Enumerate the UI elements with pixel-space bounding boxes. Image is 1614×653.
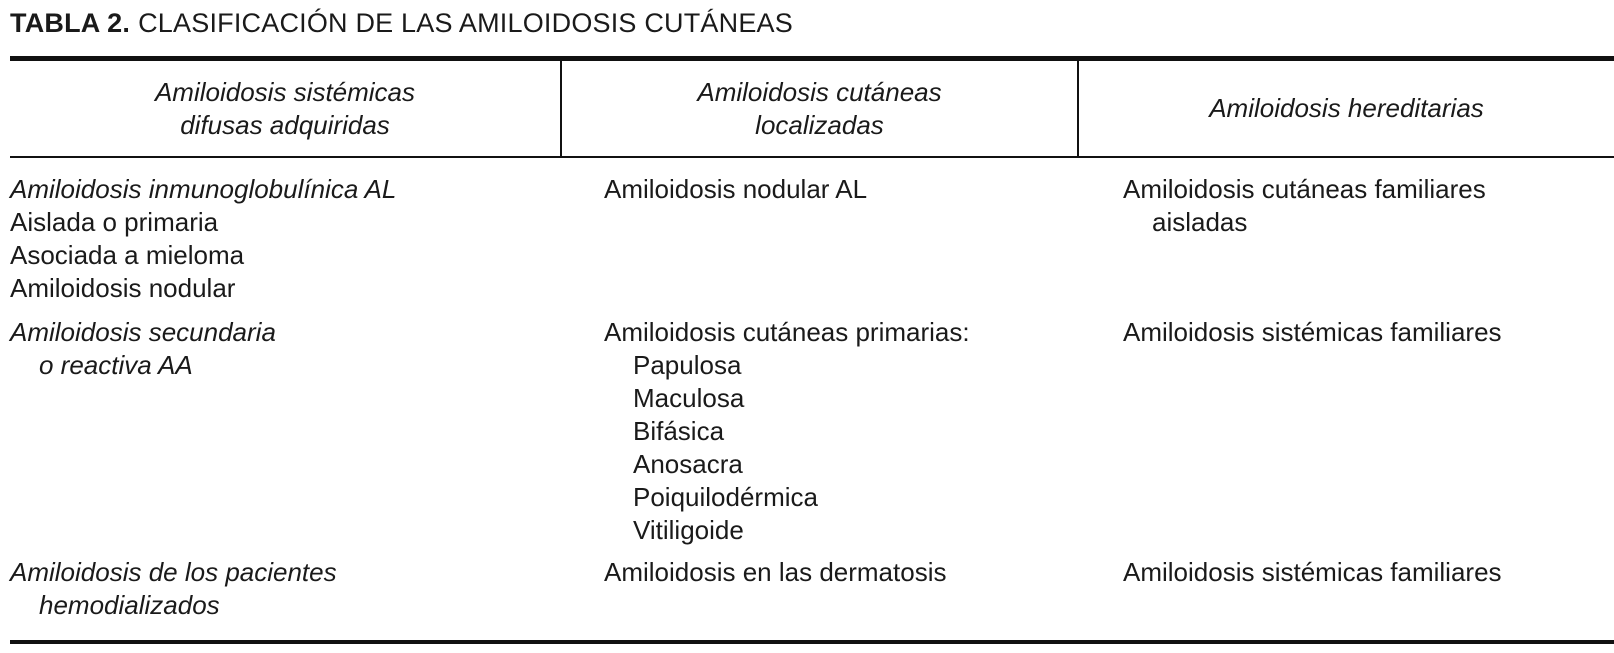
cell-line: Vitiligoide: [633, 515, 744, 545]
cell-line: Amiloidosis nodular AL: [604, 174, 868, 204]
cell-line: Amiloidosis nodular: [10, 273, 236, 303]
table-cell-row2-col3: [1123, 316, 1502, 349]
cell-line: Amiloidosis de los pacientes: [10, 557, 337, 587]
header-systemic-acquired: [10, 61, 560, 156]
table-cell-row2-col2: [604, 316, 970, 547]
cell-line: Amiloidosis cutáneas familiares: [1123, 174, 1486, 204]
cell-line: Amiloidosis sistémicas familiares: [1123, 557, 1502, 587]
header-line: Amiloidosis sistémicas: [154, 76, 416, 107]
cell-line: Bifásica: [633, 416, 725, 446]
cell-line: Aislada o primaria: [10, 207, 219, 237]
header-line: localizadas: [755, 109, 884, 140]
header-hereditary: [1079, 61, 1614, 156]
header-line: Amiloidosis cutáneas: [697, 76, 942, 107]
table-cell-row1-col1: [10, 173, 396, 305]
cell-line: aisladas: [1152, 207, 1248, 237]
cell-line: Amiloidosis en las dermatosis: [604, 557, 947, 587]
cell-line: Poiquilodérmica: [633, 482, 818, 512]
cell-line: hemodializados: [39, 590, 220, 620]
table-cell-row3-col3: [1123, 556, 1502, 589]
cell-line: o reactiva AA: [39, 350, 193, 380]
cell-line: Papulosa: [633, 350, 742, 380]
header-line: difusas adquiridas: [180, 109, 390, 140]
table-cell-row2-col1: [10, 316, 276, 382]
table-cell-row1-col2: [604, 173, 867, 206]
header-bottom-rule: [10, 156, 1614, 158]
cell-line: Amiloidosis secundaria: [10, 317, 276, 347]
cell-line: Amiloidosis sistémicas familiares: [1123, 317, 1502, 347]
table-cell-row3-col1: [10, 556, 337, 622]
cell-line: Amiloidosis inmunoglobulínica AL: [10, 174, 397, 204]
cell-line: Asociada a mieloma: [10, 240, 245, 270]
header-cutaneous-localized: [562, 61, 1077, 156]
table-number: TABLA 2.: [10, 8, 131, 38]
cell-line: Amiloidosis cutáneas primarias:: [604, 317, 970, 347]
table-cell-row1-col3: [1123, 173, 1486, 239]
bottom-rule: [10, 640, 1614, 644]
cell-line: Maculosa: [633, 383, 745, 413]
table-cell-row3-col2: [604, 556, 946, 589]
header-line: Amiloidosis hereditarias: [1209, 93, 1484, 123]
cell-line: Anosacra: [633, 449, 743, 479]
table-title: [10, 8, 793, 39]
table-caption: CLASIFICACIÓN DE LAS AMILOIDOSIS CUTÁNEAS: [138, 8, 793, 38]
